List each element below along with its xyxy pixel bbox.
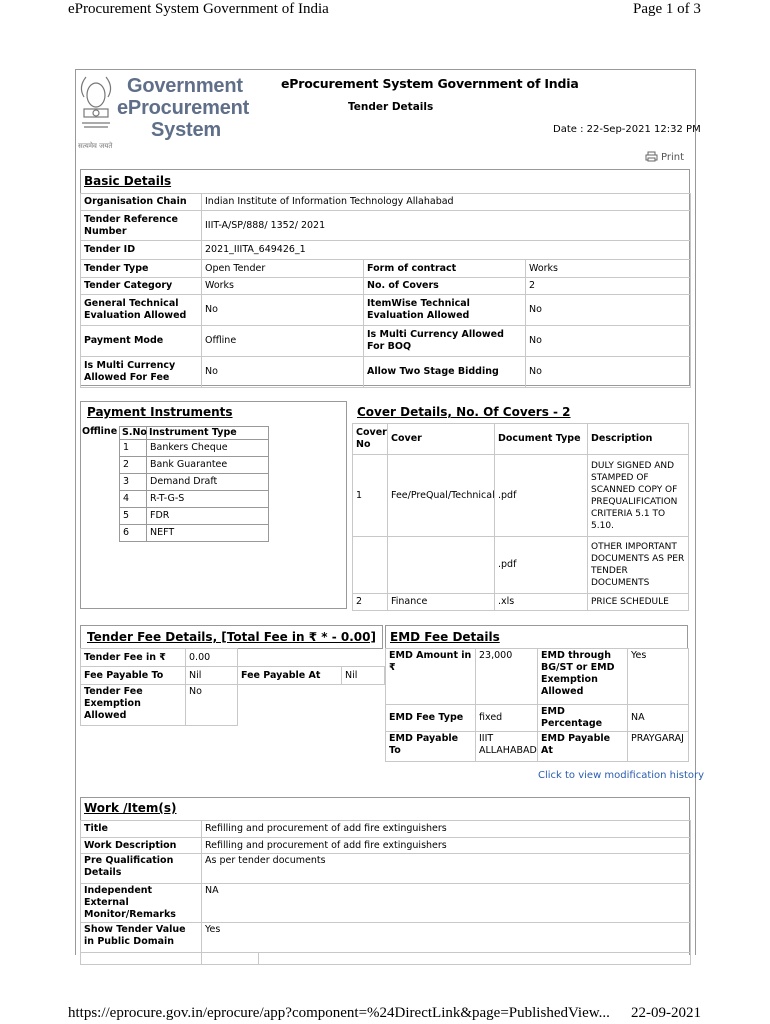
modification-history-link[interactable]: Click to view modification history [538, 770, 705, 781]
table-row: 4 R-T-G-S [120, 491, 269, 508]
tender-fee-table: Tender Fee in ₹ 0.00 Fee Payable To Nil Fee Payable At Nil Tender Fee Exemption Allowed No [80, 648, 385, 726]
tender-id: 2021_IIITA_649426_1 [202, 241, 691, 260]
table-row: .pdf OTHER IMPORTANT DOCUMENTS AS PER TENDER DOCUMENTS [353, 537, 689, 594]
cover-details-table: Cover No Cover Document Type Description 1 Fee/PreQual/Technical .pdf DULY SIGNED AND STAMPED OF SCANNED COPY OF PREQUALIFICATION CRITERIA 5.1 TO 5.10. .pdf OTHER IMPORTANT DOCUMENTS AS PER TENDER DOCUMENTS 2 Finance .xls PRICE SCHEDULE [352, 423, 689, 611]
table-row: 1 Fee/PreQual/Technical .pdf DULY SIGNED AND STAMPED OF SCANNED COPY OF PREQUALIFICATION CRITERIA 5.1 TO 5.10. [353, 455, 689, 537]
basic-details-table: Organisation Chain Indian Institute of Information Technology Allahabad Tender Reference Number IIIT-A/SP/888/ 1352/ 2021 Tender ID 2021_IIITA_649426_1 Tender Type Open Tender Form of contract Works Tender Category Works No. of Covers 2 General Technical Evaluation Allowed No ItemWise Technical Evaluation Allowed No Payment Mode Offline Is Multi Currency Allowed For BOQ No Is Multi Currency Allowed For Fee No Allow Two Stage Bidding No [80, 193, 691, 388]
basic-details-title: Basic Details [84, 174, 172, 188]
table-row: 1 Bankers Cheque [120, 440, 269, 457]
page-heading: eProcurement System Government of India [281, 76, 579, 91]
logo-text: Government eProcurement System [117, 75, 250, 141]
organisation-chain: Indian Institute of Information Technology Allahabad [202, 194, 691, 211]
page-url: https://eprocure.gov.in/eprocure/app?component=%24DirectLink&page=PublishedView... [68, 1005, 610, 1021]
work-items-title: Work /Item(s) [84, 801, 177, 815]
instrument-table: S.No Instrument Type 1 Bankers Cheque 2 Bank Guarantee 3 Demand Draft 4 R-T-G-S 5 FDR 6 NEFT [119, 426, 269, 542]
table-row: 3 Demand Draft [120, 474, 269, 491]
table-row: 5 FDR [120, 508, 269, 525]
browser-page-title: eProcurement System Government of India [68, 1, 329, 17]
tender-fee-title: Tender Fee Details, [Total Fee in ₹ * - 0.00] [87, 630, 376, 644]
table-row: 6 NEFT [120, 525, 269, 542]
payment-mode: Offline [82, 426, 118, 437]
svg-text:सत्यमेव जयते: सत्यमेव जयते [78, 142, 113, 150]
cover-details-title: Cover Details, No. Of Covers - 2 [357, 405, 571, 419]
print-link[interactable]: Print [645, 151, 684, 163]
payment-instruments-title: Payment Instruments [87, 405, 233, 419]
emd-table: EMD Amount in ₹ 23,000 EMD through BG/ST or EMD Exemption Allowed Yes EMD Fee Type fixed EMD Percentage NA EMD Payable To IIIT ALLAHABAD EMD Payable At PRAYGARAJ [385, 648, 689, 762]
printer-icon [645, 151, 658, 162]
page-number: Page 1 of 3 [633, 1, 701, 17]
report-date: Date : 22-Sep-2021 12:32 PM [553, 124, 701, 135]
table-row: 2 Finance .xls PRICE SCHEDULE [353, 594, 689, 611]
table-row: 2 Bank Guarantee [120, 457, 269, 474]
work-items-table: Title Refilling and procurement of add fire extinguishers Work Description Refilling and procurement of add fire extinguishers Pre Qualification Details As per tender documents Independent External Monitor/Remarks NA Show Tender Value in Public Domain Yes [80, 820, 691, 965]
page-subheading: Tender Details [348, 101, 434, 113]
emd-title: EMD Fee Details [390, 630, 500, 644]
tender-reference: IIIT-A/SP/888/ 1352/ 2021 [202, 211, 691, 241]
print-date: 22-09-2021 [631, 1005, 701, 1021]
